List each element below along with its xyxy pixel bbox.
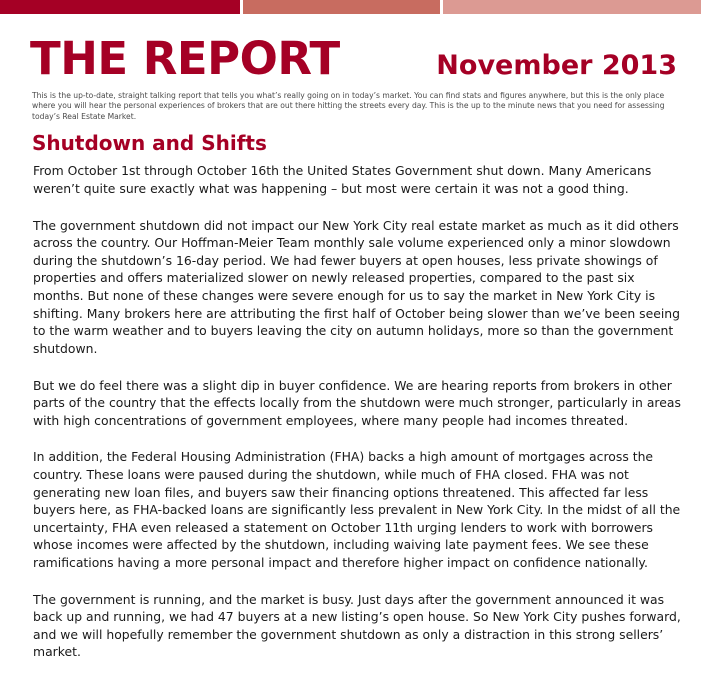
- article-paragraph: The government is running, and the market is busy. Just days after the government announced it was back up and running, we had 47 buyers at a new listing’s open house. So New York City pushes forward, and we will hopefully remember the government shutdown as only a distraction in this strong sellers’ market.: [33, 591, 681, 660]
- header-band-segment-medium: [243, 0, 440, 14]
- article-paragraph: From October 1st through October 16th the United States Government shut down. Many Americans weren’t quite sure exactly what was happening – but most were certain it was not a good thing.: [33, 163, 652, 197]
- page-title: THE REPORT: [30, 32, 340, 85]
- masthead-tagline: This is the up-to-date, straight talking report that tells you what’s really going on in today’s market. You can find stats and figures anywhere, but this is the only place where you will hear the personal experiences of brokers that are out there hitting the streets every day. This is the up to the minute news that you need for assessing today’s Real Estate Market.: [32, 91, 665, 121]
- masthead: [0, 14, 701, 86]
- masthead-row: [30, 14, 687, 85]
- article-paragraph: But we do feel there was a slight dip in buyer confidence. We are hearing reports from brokers in other parts of the country that the effects locally from the shutdown were much stronger, particularly in areas with high concentrations of government employees, where many people had incomes threated.: [33, 377, 681, 428]
- header-band-segment-light: [443, 0, 701, 14]
- issue-date: November 2013: [436, 50, 677, 81]
- article-heading: Shutdown and Shifts: [32, 131, 267, 156]
- header-band-segment-dark: [0, 0, 240, 14]
- article-paragraph: The government shutdown did not impact our New York City real estate market as much as it did others across the country. Our Hoffman-Meier Team monthly sale volume experienced only a minor slowdown during the shutdown’s 16-day period. We had fewer buyers at open houses, less private showings of properties and offers materialized slower on newly released properties, compared to the past six months. But none of these changes were severe enough for us to say the market in New York City is shifting. Many brokers here are attributing the first half of October being slower than we’ve been seeing to the warm weather and to buyers leaving the city on autumn holidays, more so than the government shutdown.: [33, 217, 680, 356]
- article-paragraph: In addition, the Federal Housing Administration (FHA) backs a high amount of mortgages across the country. These loans were paused during the shutdown, while much of FHA closed. FHA was not generating new loan files, and buyers saw their financing options threatened. This affected far less buyers here, as FHA-backed loans are significantly less prevalent in New York City. In the midst of all the uncertainty, FHA even released a statement on October 11th urging lenders to work with borrowers whose incomes were affected by the shutdown, including waiving late payment fees. We see these ramifications having a more personal impact and therefore higher impact on confidence nationally.: [33, 449, 681, 570]
- header-color-band: [0, 0, 701, 14]
- article-body: [0, 154, 701, 661]
